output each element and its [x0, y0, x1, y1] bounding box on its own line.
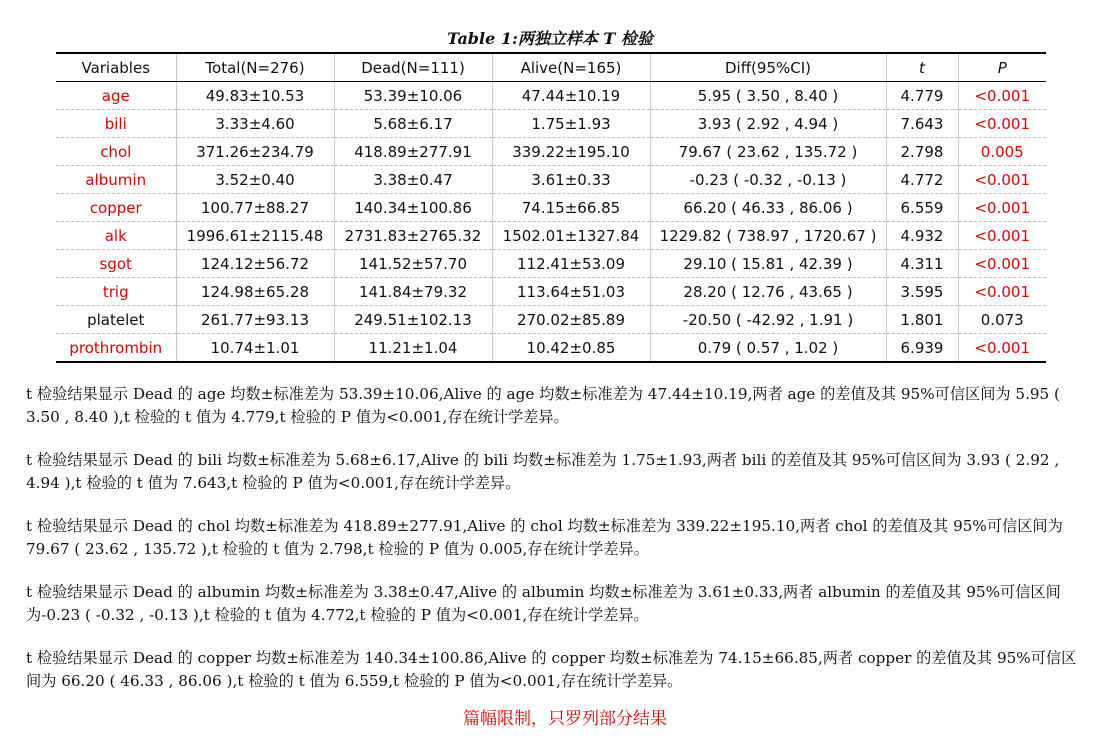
cell-total: 3.33±4.60 [176, 110, 334, 138]
cell-dead: 53.39±10.06 [334, 82, 492, 110]
header-t: t [886, 53, 958, 82]
cell-total: 124.12±56.72 [176, 250, 334, 278]
cell-t: 7.643 [886, 110, 958, 138]
cell-dead: 141.52±57.70 [334, 250, 492, 278]
header-alive: Alive(N=165) [492, 53, 650, 82]
cell-p: 0.005 [958, 138, 1046, 166]
cell-t: 2.798 [886, 138, 958, 166]
cell-p: <0.001 [958, 250, 1046, 278]
cell-t: 4.932 [886, 222, 958, 250]
cell-variable: platelet [56, 306, 176, 334]
cell-variable: alk [56, 222, 176, 250]
table-row [56, 138, 1046, 166]
table-row [56, 250, 1046, 278]
cell-total: 49.83±10.53 [176, 82, 334, 110]
cell-variable: trig [56, 278, 176, 306]
header-diff: Diff(95%CI) [650, 53, 886, 82]
cell-dead: 3.38±0.47 [334, 166, 492, 194]
cell-alive: 74.15±66.85 [492, 194, 650, 222]
cell-diff: 0.79 ( 0.57 , 1.02 ) [650, 334, 886, 363]
cell-total: 10.74±1.01 [176, 334, 334, 363]
cell-total: 100.77±88.27 [176, 194, 334, 222]
truncation-note: 篇幅限制，只罗列部分结果 [463, 709, 667, 729]
table-row [56, 222, 1046, 250]
cell-alive: 3.61±0.33 [492, 166, 650, 194]
cell-total: 3.52±0.40 [176, 166, 334, 194]
cell-t: 6.559 [886, 194, 958, 222]
result-paragraph: t 检验结果显示 Dead 的 bili 均数±标准差为 5.68±6.17,Alive 的 bili 均数±标准差为 1.75±1.93,两者 bili 的差值及其 95%可信区间为 3.93 ( 2.92 , 4.94 ),t 检验的 t 值为 7.643,t 检验的 P 值为<0.001,存在统计学差异。 [26, 451, 1060, 492]
header-dead: Dead(N=111) [334, 53, 492, 82]
cell-alive: 47.44±10.19 [492, 82, 650, 110]
cell-dead: 418.89±277.91 [334, 138, 492, 166]
header-variables: Variables [56, 53, 176, 82]
result-paragraph: t 检验结果显示 Dead 的 copper 均数±标准差为 140.34±100.86,Alive 的 copper 均数±标准差为 74.15±66.85,两者 copper 的差值及其 95%可信区间为 66.20 ( 46.33 , 86.06 ),t 检验的 t 值为 6.559,t 检验的 P 值为<0.001,存在统计学差异。 [26, 649, 1077, 690]
table-body [56, 82, 1046, 363]
cell-p: <0.001 [958, 82, 1046, 110]
cell-t: 1.801 [886, 306, 958, 334]
header-p: P [958, 53, 1046, 82]
cell-variable: copper [56, 194, 176, 222]
cell-p: <0.001 [958, 166, 1046, 194]
cell-diff: 5.95 ( 3.50 , 8.40 ) [650, 82, 886, 110]
table-row [56, 278, 1046, 306]
cell-dead: 141.84±79.32 [334, 278, 492, 306]
cell-p: <0.001 [958, 194, 1046, 222]
cell-alive: 270.02±85.89 [492, 306, 650, 334]
cell-alive: 1.75±1.93 [492, 110, 650, 138]
cell-diff: 66.20 ( 46.33 , 86.06 ) [650, 194, 886, 222]
results-paragraphs [26, 383, 1082, 713]
cell-dead: 140.34±100.86 [334, 194, 492, 222]
cell-total: 124.98±65.28 [176, 278, 334, 306]
cell-t: 3.595 [886, 278, 958, 306]
cell-variable: prothrombin [56, 334, 176, 363]
cell-variable: chol [56, 138, 176, 166]
cell-total: 1996.61±2115.48 [176, 222, 334, 250]
cell-diff: 28.20 ( 12.76 , 43.65 ) [650, 278, 886, 306]
table-row [56, 306, 1046, 334]
cell-t: 6.939 [886, 334, 958, 363]
result-paragraph: t 检验结果显示 Dead 的 chol 均数±标准差为 418.89±277.91,Alive 的 chol 均数±标准差为 339.22±195.10,两者 chol 的差值及其 95%可信区间为 79.67 ( 23.62 , 135.72 ),t 检验的 t 值为 2.798,t 检验的 P 值为 0.005,存在统计学差异。 [26, 517, 1063, 558]
table-row [56, 334, 1046, 363]
table-row [56, 110, 1046, 138]
cell-variable: age [56, 82, 176, 110]
cell-dead: 2731.83±2765.32 [334, 222, 492, 250]
cell-p: 0.073 [958, 306, 1046, 334]
t-test-table [56, 52, 1046, 363]
cell-t: 4.779 [886, 82, 958, 110]
cell-diff: -20.50 ( -42.92 , 1.91 ) [650, 306, 886, 334]
cell-alive: 112.41±53.09 [492, 250, 650, 278]
table-header-row [56, 53, 1046, 82]
table-row [56, 82, 1046, 110]
cell-alive: 1502.01±1327.84 [492, 222, 650, 250]
cell-alive: 339.22±195.10 [492, 138, 650, 166]
cell-dead: 11.21±1.04 [334, 334, 492, 363]
cell-t: 4.311 [886, 250, 958, 278]
cell-variable: albumin [56, 166, 176, 194]
cell-p: <0.001 [958, 110, 1046, 138]
cell-total: 261.77±93.13 [176, 306, 334, 334]
cell-diff: 3.93 ( 2.92 , 4.94 ) [650, 110, 886, 138]
cell-dead: 249.51±102.13 [334, 306, 492, 334]
cell-variable: sgot [56, 250, 176, 278]
table-caption: Table 1:两独立样本 T 检验 [447, 29, 653, 48]
cell-alive: 10.42±0.85 [492, 334, 650, 363]
table-row [56, 166, 1046, 194]
cell-diff: 1229.82 ( 738.97 , 1720.67 ) [650, 222, 886, 250]
cell-variable: bili [56, 110, 176, 138]
cell-p: <0.001 [958, 222, 1046, 250]
table-row [56, 194, 1046, 222]
cell-alive: 113.64±51.03 [492, 278, 650, 306]
cell-p: <0.001 [958, 334, 1046, 363]
cell-diff: 79.67 ( 23.62 , 135.72 ) [650, 138, 886, 166]
cell-total: 371.26±234.79 [176, 138, 334, 166]
cell-p: <0.001 [958, 278, 1046, 306]
cell-diff: 29.10 ( 15.81 , 42.39 ) [650, 250, 886, 278]
header-total: Total(N=276) [176, 53, 334, 82]
result-paragraph: t 检验结果显示 Dead 的 age 均数±标准差为 53.39±10.06,Alive 的 age 均数±标准差为 47.44±10.19,两者 age 的差值及其 95%可信区间为 5.95 ( 3.50 , 8.40 ),t 检验的 t 值为 4.779,t 检验的 P 值为<0.001,存在统计学差异。 [26, 385, 1060, 426]
cell-dead: 5.68±6.17 [334, 110, 492, 138]
cell-t: 4.772 [886, 166, 958, 194]
cell-diff: -0.23 ( -0.32 , -0.13 ) [650, 166, 886, 194]
result-paragraph: t 检验结果显示 Dead 的 albumin 均数±标准差为 3.38±0.47,Alive 的 albumin 均数±标准差为 3.61±0.33,两者 albumin 的差值及其 95%可信区间为-0.23 ( -0.32 , -0.13 ),t 检验的 t 值为 4.772,t 检验的 P 值为<0.001,存在统计学差异。 [26, 583, 1061, 624]
